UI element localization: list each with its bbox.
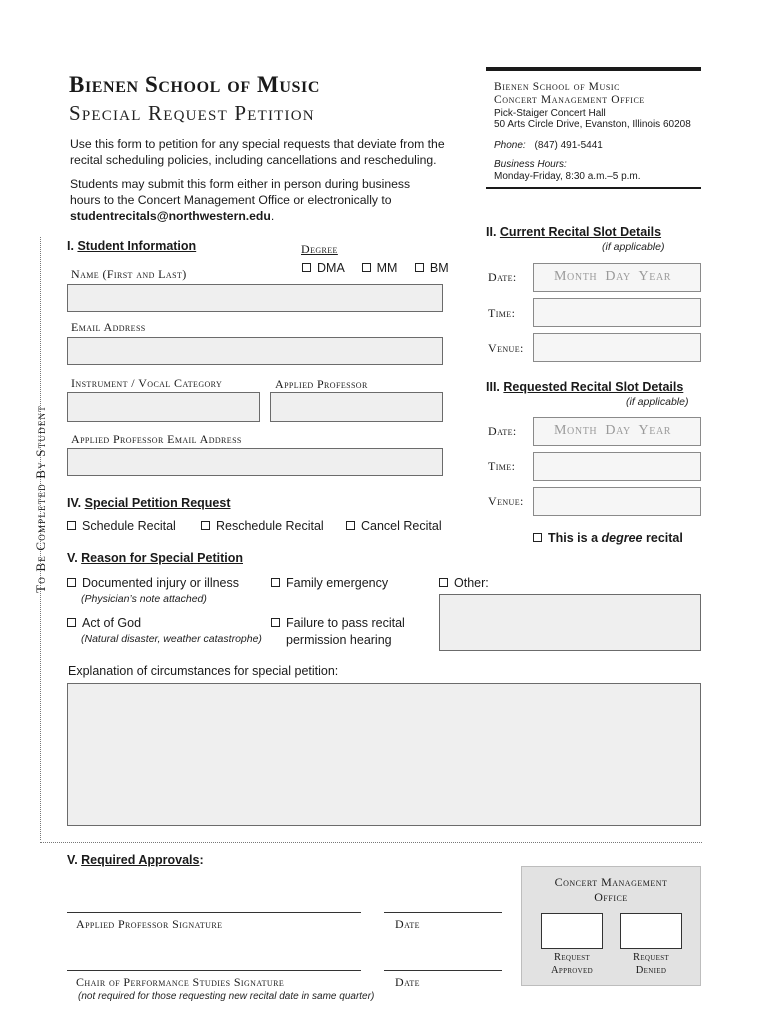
reason-failure-checkbox[interactable] (271, 616, 405, 630)
email-suffix: . (270, 209, 275, 223)
petition-schedule-checkbox[interactable] (67, 519, 176, 533)
instrument-label: Instrument / Vocal Category (71, 376, 223, 390)
chair-signature-label: Chair of Performance Studies Signature (76, 975, 285, 989)
reason-failure-line1: Failure to pass recital (286, 616, 405, 630)
petition-reschedule-checkbox[interactable] (201, 519, 324, 533)
requested-date-input[interactable] (533, 417, 701, 446)
requested-time-label: Time: (488, 459, 516, 473)
reason-injury-checkbox[interactable] (67, 576, 239, 590)
cmo-denied-line1: Request (633, 952, 669, 963)
chair-note: (not required for those requesting new recital date in same quarter) (78, 991, 375, 1002)
degree-bm-checkbox[interactable] (415, 261, 449, 275)
professor-email-input[interactable] (67, 448, 443, 476)
phone-number: (847) 491-5441 (534, 140, 603, 151)
student-info-heading (67, 239, 196, 253)
name-input[interactable] (67, 284, 443, 312)
checkbox-icon (67, 521, 76, 530)
requested-note: (if applicable) (626, 396, 689, 408)
reason-family-checkbox[interactable] (271, 576, 388, 590)
reason-injury-note: (Physician’s note attached) (81, 593, 207, 605)
reason-heading (67, 551, 243, 565)
approvals-colon: : (199, 853, 204, 867)
reason-num: V. (67, 551, 78, 565)
date1-label: Date (395, 917, 420, 931)
current-venue-label: Venue: (488, 341, 524, 355)
contact-email[interactable]: studentrecitals@northwestern.edu (70, 209, 271, 223)
reason-injury-label: Documented injury or illness (82, 576, 240, 590)
current-time-label: Time: (488, 306, 516, 320)
checkbox-icon (415, 263, 424, 272)
requested-venue-label: Venue: (488, 494, 524, 508)
current-num: II. (486, 225, 497, 239)
approvals-heading (67, 853, 204, 867)
petition-schedule-label: Schedule Recital (82, 519, 176, 533)
office-phone (494, 140, 603, 151)
cmo-box (521, 866, 701, 986)
office-name: Concert Management Office (494, 94, 645, 106)
cmo-approved-line1: Request (554, 952, 590, 963)
hours-value: Monday-Friday, 8:30 a.m.–5 p.m. (494, 171, 641, 182)
cmo-title-line2: Office (594, 890, 628, 904)
current-date-placeholder: Month Day Year (554, 269, 672, 284)
current-time-input[interactable] (533, 298, 701, 327)
phone-label: Phone: (494, 140, 526, 151)
cmo-approved-line2: Approved (551, 965, 593, 976)
checkbox-icon (302, 263, 311, 272)
degree-mm-label: MM (376, 261, 398, 275)
petition-heading (67, 496, 231, 510)
degree-dma-checkbox[interactable] (302, 261, 344, 275)
cmo-title-line1: Concert Management (554, 875, 668, 889)
instrument-input[interactable] (67, 392, 260, 422)
office-school: Bienen School of Music (494, 81, 621, 93)
checkbox-icon (362, 263, 371, 272)
degree-recital-pre: This is a (548, 531, 599, 545)
petition-reschedule-label: Reschedule Recital (216, 519, 324, 533)
prof-signature-label: Applied Professor Signature (76, 917, 223, 931)
cmo-approved-label (534, 951, 610, 977)
hours-label: Business Hours: (494, 159, 567, 170)
email-label: Email Address (71, 320, 146, 334)
student-title: Student Information (77, 239, 197, 253)
email-input[interactable] (67, 337, 443, 365)
explanation-label: Explanation of circumstances for special petition: (68, 664, 339, 678)
degree-recital-checkbox[interactable] (533, 531, 683, 545)
reason-god-checkbox[interactable] (67, 616, 141, 630)
current-note: (if applicable) (602, 241, 665, 253)
degree-options (302, 261, 449, 275)
cmo-denied-label (613, 951, 689, 977)
petition-cancel-checkbox[interactable] (346, 519, 442, 533)
reason-title: Reason for Special Petition (81, 551, 243, 565)
professor-input[interactable] (270, 392, 443, 422)
date1-line[interactable] (384, 912, 502, 913)
reason-family-label: Family emergency (286, 576, 389, 590)
degree-mm-checkbox[interactable] (362, 261, 398, 275)
requested-date-label: Date: (488, 424, 517, 438)
petition-title: Special Petition Request (84, 496, 231, 510)
petition-cancel-label: Cancel Recital (361, 519, 442, 533)
checkbox-icon (201, 521, 210, 530)
professor-label: Applied Professor (275, 377, 368, 391)
chair-signature-line[interactable] (67, 970, 361, 971)
current-slot-heading (486, 225, 661, 239)
degree-recital-post: recital (646, 531, 683, 545)
cmo-denied-line2: Denied (635, 965, 667, 976)
submit-instructions (70, 176, 420, 224)
cmo-title (522, 875, 700, 905)
student-section-bottom-rule (40, 842, 702, 843)
current-title: Current Recital Slot Details (499, 225, 662, 239)
approvals-num: V. (67, 853, 78, 867)
cmo-approved-box[interactable] (541, 913, 603, 949)
explanation-input[interactable] (67, 683, 701, 826)
professor-email-label: Applied Professor Email Address (71, 432, 242, 446)
reason-failure-line2: permission hearing (286, 633, 392, 647)
checkbox-icon (533, 533, 542, 542)
checkbox-icon (439, 578, 448, 587)
requested-date-placeholder: Month Day Year (554, 423, 672, 438)
office-address: 50 Arts Circle Drive, Evanston, Illinois 60208 (494, 119, 691, 130)
current-date-input[interactable] (533, 263, 701, 292)
degree-bm-label: BM (429, 261, 449, 275)
degree-recital-em: degree (601, 531, 643, 545)
reason-god-note: (Natural disaster, weather catastrophe) (81, 633, 262, 645)
requested-title: Requested Recital Slot Details (503, 380, 684, 394)
name-label: Name (First and Last) (71, 267, 187, 281)
submit-text: Students may submit this form either in person during business hours to the Concert Management Office or electronically to (70, 177, 411, 207)
checkbox-icon (67, 618, 76, 627)
cmo-denied-box[interactable] (620, 913, 682, 949)
reason-other-input[interactable] (439, 594, 701, 651)
requested-time-input[interactable] (533, 452, 701, 481)
side-label: To Be Completed By Student (33, 405, 48, 593)
prof-signature-line[interactable] (67, 912, 361, 913)
form-title: Special Request Petition (69, 101, 315, 125)
date2-label: Date (395, 975, 420, 989)
approvals-title: Required Approvals (81, 853, 200, 867)
degree-dma-label: DMA (317, 261, 345, 275)
degree-label: Degree (301, 242, 338, 256)
office-info-box (486, 67, 701, 189)
requested-venue-input[interactable] (533, 487, 701, 516)
reason-other-label: Other: (454, 576, 489, 590)
checkbox-icon (271, 578, 280, 587)
current-date-label: Date: (488, 270, 517, 284)
intro-text: Use this form to petition for any special requests that deviate from the recital scheduling policies, including cancellations and rescheduling. (70, 137, 445, 167)
school-title: Bienen School of Music (69, 72, 320, 97)
petition-num: IV. (67, 496, 82, 510)
reason-other-checkbox[interactable] (439, 576, 489, 590)
office-hall: Pick-Staiger Concert Hall (494, 108, 606, 119)
reason-god-label: Act of God (82, 616, 142, 630)
checkbox-icon (346, 521, 355, 530)
requested-slot-heading (486, 380, 683, 394)
current-venue-input[interactable] (533, 333, 701, 362)
student-num: I. (67, 239, 74, 253)
date2-line[interactable] (384, 970, 502, 971)
requested-num: III. (486, 380, 500, 394)
checkbox-icon (67, 578, 76, 587)
checkbox-icon (271, 618, 280, 627)
